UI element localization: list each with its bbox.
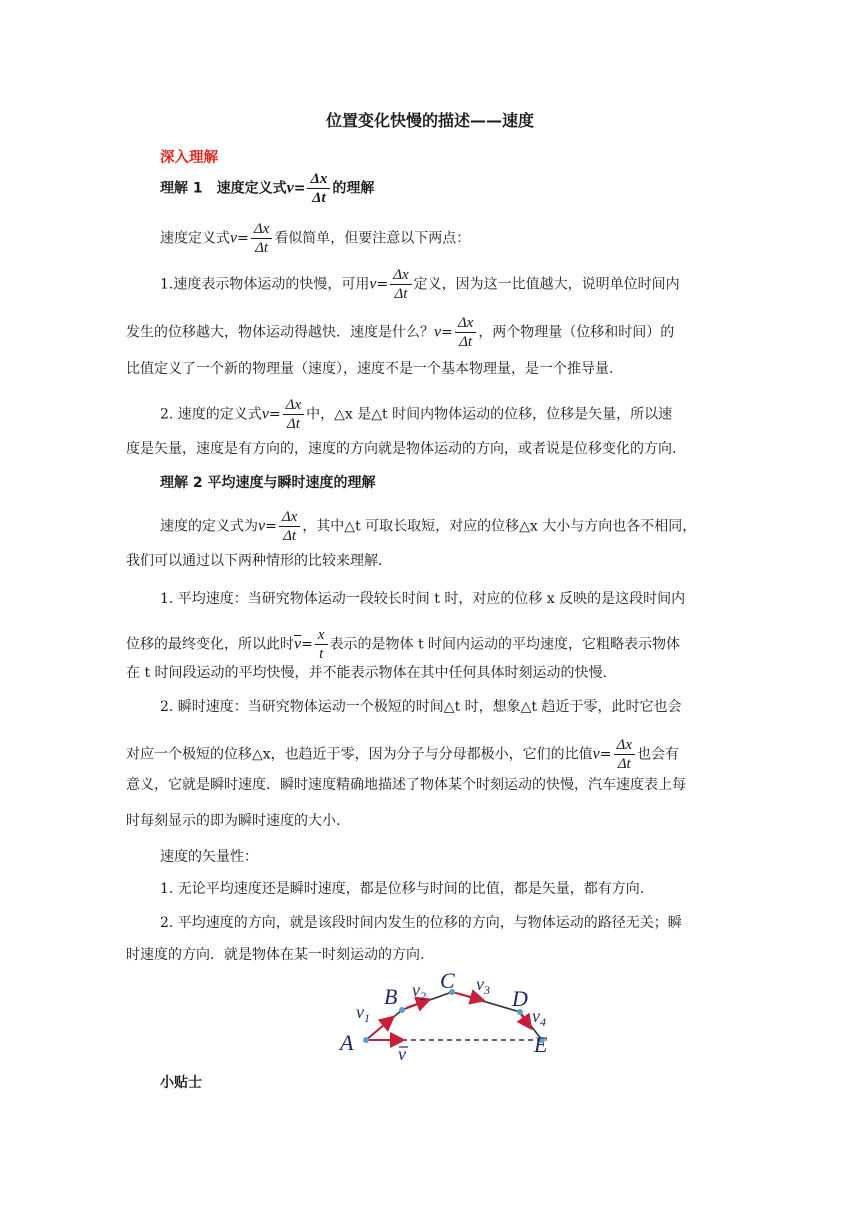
v1-arrow (372, 1018, 392, 1035)
formula-eq: = (237, 230, 249, 247)
formula-eq: = (376, 276, 389, 293)
inst-line-4: 时每刻显示的即为瞬时速度的大小. (126, 813, 341, 829)
average-velocity-formula (315, 626, 328, 663)
avg-line-1: 1. 平均速度：当研究物体运动一段较长时间 t 时，对应的位移 x 反映的是这段时间内 (160, 591, 686, 607)
p1-d: ，两个物理量（位移和时间）的 (478, 324, 675, 341)
subheading-1-pre: 理解 1 速度定义式 (160, 180, 287, 197)
v3-arrow (456, 993, 482, 1000)
avg-b: 位移的最终变化，所以此时 (126, 636, 294, 653)
formula-num: Δx (279, 508, 300, 527)
section-heading: 深入理解 (160, 150, 218, 166)
p2-b: 中，△x 是△t 时间内物体运动的位移，位移是矢量，所以速 (306, 406, 673, 423)
velocity-formula (279, 508, 300, 545)
avg-line-3: 在 t 时间段运动的平均快慢，并不能表示物体在其中任何具体时刻运动的快慢. (126, 665, 607, 681)
formula-eq: = (293, 180, 306, 197)
inst-line-3: 意义，它就是瞬时速度．瞬时速度精确地描述了物体某个时刻运动的快慢，汽车速度表上每 (126, 777, 686, 793)
paragraph-2-line-1 (160, 396, 770, 433)
inst-c: 也会有 (636, 746, 679, 763)
label-a: A (340, 1030, 354, 1055)
intro-post: 看似简单，但要注意以下两点： (274, 230, 471, 247)
formula-den: Δt (394, 286, 408, 302)
avg-c: 表示的是物体 t 时间内运动的平均速度，它粗略表示物体 (329, 636, 681, 653)
formula-num: Δx (307, 170, 330, 189)
subheading-1 (160, 170, 770, 207)
formula-var: v (258, 517, 266, 535)
formula-eq: = (265, 518, 277, 535)
subheading-2: 理解 2 平均速度与瞬时速度的理解 (160, 475, 376, 491)
label-b: B (384, 984, 398, 1009)
formula-var: v (261, 405, 269, 423)
paragraph-1-line-3: 比值定义了一个新的物理量（速度），速度不是一个基本物理量，是一个推导量. (126, 361, 614, 377)
u2-intro-line-1 (160, 508, 770, 545)
paragraph-1-line-1 (160, 266, 770, 303)
formula-eq: = (268, 406, 281, 423)
vector-heading: 速度的矢量性： (160, 849, 258, 865)
paragraph-1-line-2 (126, 314, 736, 351)
label-v4: $v_4$ (532, 1006, 546, 1029)
v4-arrow (520, 1013, 530, 1027)
formula-eq: = (441, 324, 453, 341)
p1-c: 发生的位移越大，物体运动得越快．速度是什么？ (126, 324, 434, 341)
inst-b: 对应一个极短的位移△x，也趋近于零，因为分子与分母都极小，它们的比值 (126, 746, 593, 763)
p2-a: 2. 速度的定义式 (160, 406, 262, 423)
page-title: 位置变化快慢的描述——速度 (325, 111, 534, 130)
avg-formula-var: $\overline{v}$ (294, 635, 302, 653)
formula-var: v (592, 745, 600, 763)
formula-den: Δt (312, 190, 326, 206)
point-b-dot (399, 1007, 405, 1013)
point-a-dot (363, 1037, 369, 1043)
formula-num: Δx (614, 736, 635, 755)
velocity-formula (283, 396, 304, 433)
intro-pre: 速度定义式 (160, 230, 230, 247)
avg-formula-den: t (319, 646, 324, 662)
formula-eq: = (599, 746, 612, 763)
formula-den: Δt (459, 334, 473, 350)
velocity-formula (251, 220, 272, 257)
formula-den: Δt (286, 416, 300, 432)
formula-num: Δx (251, 220, 272, 239)
formula-var: v (434, 323, 442, 341)
inst-line-1: 2. 瞬时速度：当研究物体运动一个极短的时间△t 时，想象△t 趋近于零，此时它也会 (160, 699, 682, 715)
formula-den: Δt (255, 240, 269, 256)
formula-var: v (230, 229, 238, 247)
p1-a: 1.速度表示物体运动的快慢，可用 (160, 276, 370, 293)
u2-intro-a: 速度的定义式为 (160, 518, 258, 535)
formula-var: v (286, 179, 294, 197)
velocity-path-diagram (336, 972, 562, 1064)
formula-den: Δt (283, 528, 297, 544)
p1-b: 定义，因为这一比值越大，说明单位时间内 (413, 276, 680, 293)
u2-intro-line-2: 我们可以通过以下两种情形的比较来理解. (126, 553, 383, 569)
velocity-formula (455, 314, 476, 351)
formula-den: Δt (617, 756, 631, 772)
inst-line-2 (126, 736, 736, 773)
label-avg-v: v (398, 1044, 406, 1064)
formula-num: Δx (455, 314, 476, 333)
vector-point-1: 1. 无论平均速度还是瞬时速度，都是位移与时间的比值，都是矢量，都有方向. (160, 881, 645, 897)
u2-intro-b: ，其中△t 可取长取短，对应的位移△x 大小与方向也各不相同， (302, 518, 697, 535)
subheading-1-post: 的理解 (332, 180, 375, 197)
avg-formula-num: x (315, 626, 328, 645)
formula-eq: = (301, 636, 313, 653)
label-c: C (440, 972, 455, 993)
label-e: E (534, 1032, 548, 1057)
formula-num: Δx (390, 266, 411, 285)
formula-num: Δx (283, 396, 304, 415)
vector-point-2-line-2: 时速度的方向．就是物体在某一时刻运动的方向. (126, 947, 425, 963)
label-d: D (512, 986, 528, 1011)
label-v3: $v_3$ (476, 974, 490, 997)
paragraph-intro (160, 220, 770, 257)
vector-point-2-line-1: 2. 平均速度的方向，就是该段时间内发生的位移的方向，与物体运动的路径无关；瞬 (160, 915, 682, 931)
velocity-formula (307, 170, 330, 207)
formula-var: v (369, 275, 377, 293)
velocity-formula (614, 736, 635, 773)
tip-heading: 小贴士 (160, 1075, 202, 1091)
label-v2: $v_2$ (412, 980, 426, 1003)
velocity-formula (390, 266, 411, 303)
paragraph-2-line-2: 度是矢量，速度是有方向的，速度的方向就是物体运动的方向，或者说是位移变化的方向. (126, 441, 677, 457)
label-v1: $v_1$ (356, 1002, 370, 1025)
avg-line-2 (126, 626, 736, 663)
